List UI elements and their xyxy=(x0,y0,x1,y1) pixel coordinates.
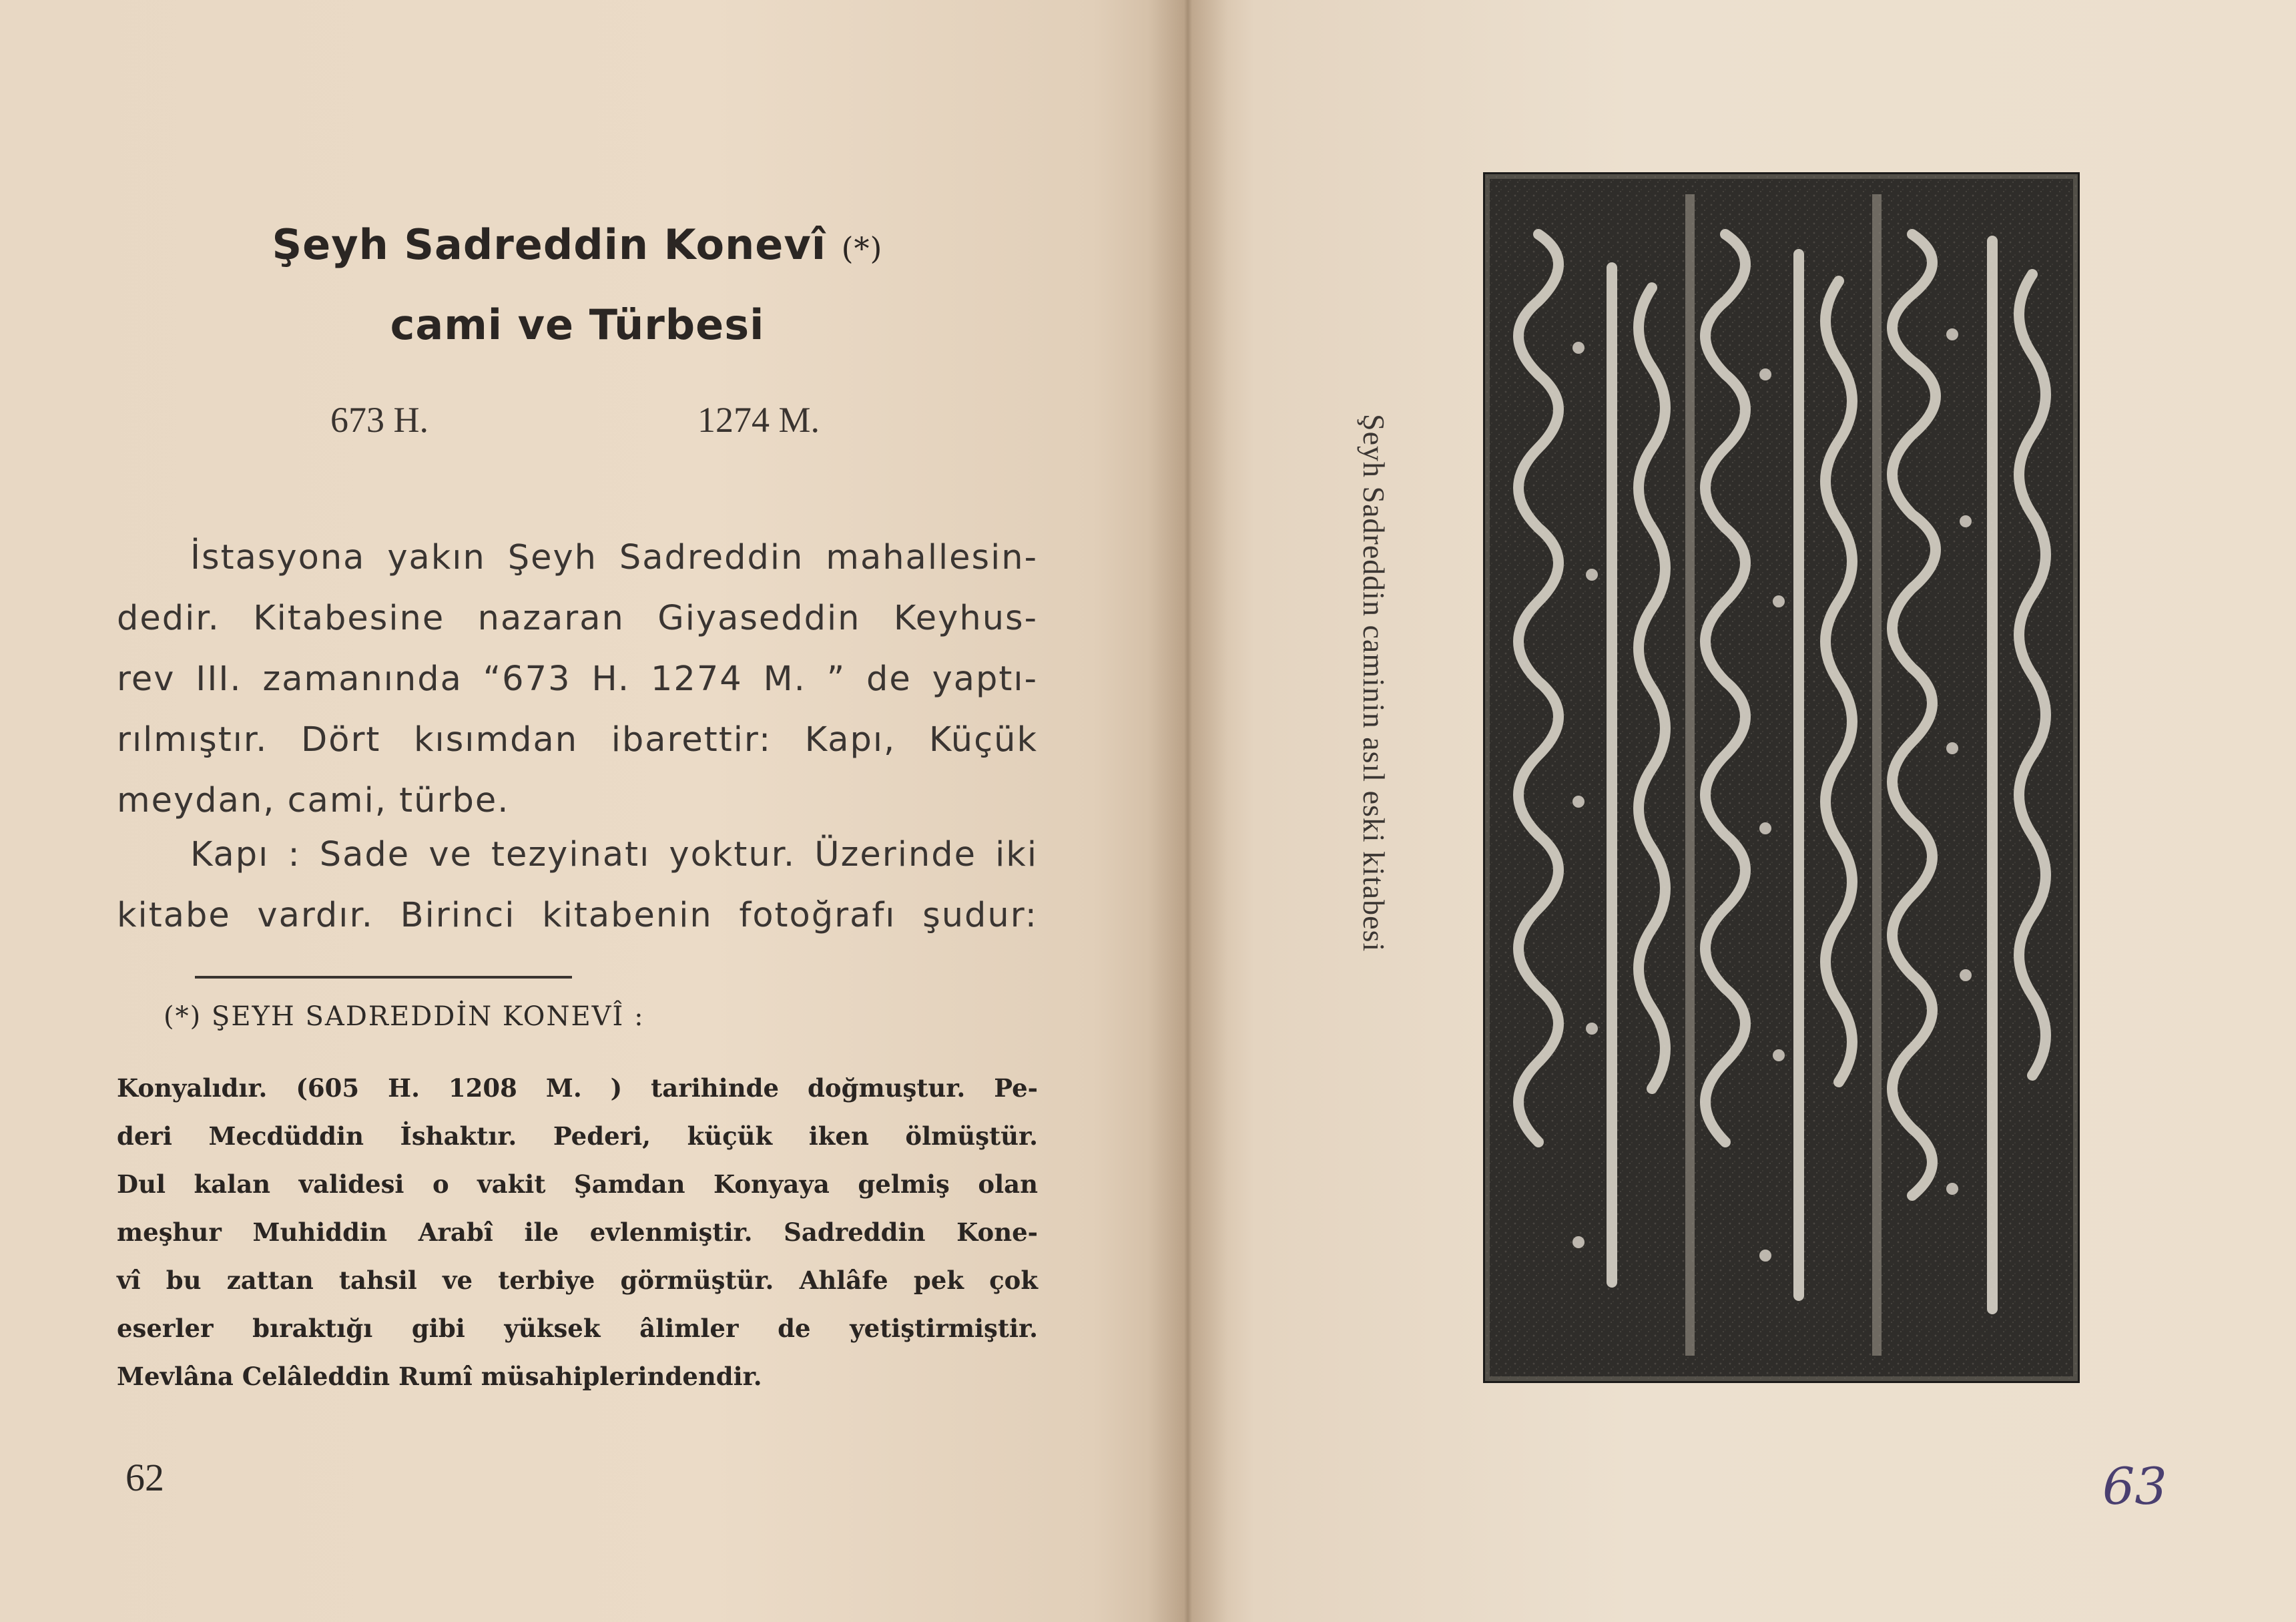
page-title xyxy=(117,220,1038,269)
footnote-divider xyxy=(195,976,572,979)
photo-caption: Şeyh Sadreddin caminin asıl eski kitabesi xyxy=(1357,414,1391,953)
title-line-1: Şeyh Sadreddin Konevî xyxy=(272,220,826,269)
inscription-photo xyxy=(1483,172,2080,1383)
footnote-text xyxy=(117,1064,1038,1400)
footnote-line: meşhur Muhiddin Arabî ile evlenmiştir. Sadreddin Kone- xyxy=(117,1218,1038,1247)
page-subtitle: cami ve Türbesi xyxy=(390,300,765,349)
inscription-image xyxy=(1485,174,2078,1381)
text-line: meydan, cami, türbe. xyxy=(117,781,510,820)
footnote-line: vî bu zattan tahsil ve terbiye görmüştür. Ahlâfe pek çok xyxy=(117,1266,1038,1295)
text-line: kitabe vardır. Birinci kitabenin fotoğrafı şudur: xyxy=(117,896,1038,935)
footnote-line: Konyalıdır. (605 H. 1208 M. ) tarihinde doğmuştur. Pe- xyxy=(117,1073,1038,1103)
text-line: dedir. Kitabesine nazaran Giyaseddin Keyhus- xyxy=(117,599,1038,638)
footnote-line: Mevlâna Celâleddin Rumî müsahiplerindendir. xyxy=(117,1362,762,1391)
text-line: rev III. zamanında “673 H. 1274 M. ” de yaptı- xyxy=(117,659,1038,699)
paragraph-1 xyxy=(117,527,1038,831)
footnote-heading: (*) ŞEYH SADREDDİN KONEVÎ : xyxy=(164,1001,645,1032)
vertical-caption-wrap xyxy=(1357,414,1422,1148)
book-gutter xyxy=(1148,0,1228,1622)
text-line: İstasyona yakın Şeyh Sadreddin mahallesin- xyxy=(190,538,1038,577)
text-line: rılmıştır. Dört kısımdan ibarettir: Kapı, Küçük xyxy=(117,720,1038,760)
page-number-left: 62 xyxy=(125,1456,164,1499)
date-hijri: 673 H. xyxy=(330,400,428,440)
page-number-right-handwritten: 63 xyxy=(2102,1456,2167,1516)
footnote-line: deri Mecdüddin İshaktır. Pederi, küçük iken ölmüştür. xyxy=(117,1121,1038,1151)
text-line: Kapı : Sade ve tezyinatı yoktur. Üzerinde iki xyxy=(190,835,1038,874)
date-miladi: 1274 M. xyxy=(697,400,820,440)
title-footnote-mark: (*) xyxy=(841,230,883,266)
footnote-line: eserler bıraktığı gibi yüksek âlimler de yetiştirmiştir. xyxy=(117,1314,1038,1343)
footnote-line: Dul kalan validesi o vakit Şamdan Konyaya gelmiş olan xyxy=(117,1169,1038,1199)
paragraph-2 xyxy=(117,824,1038,946)
